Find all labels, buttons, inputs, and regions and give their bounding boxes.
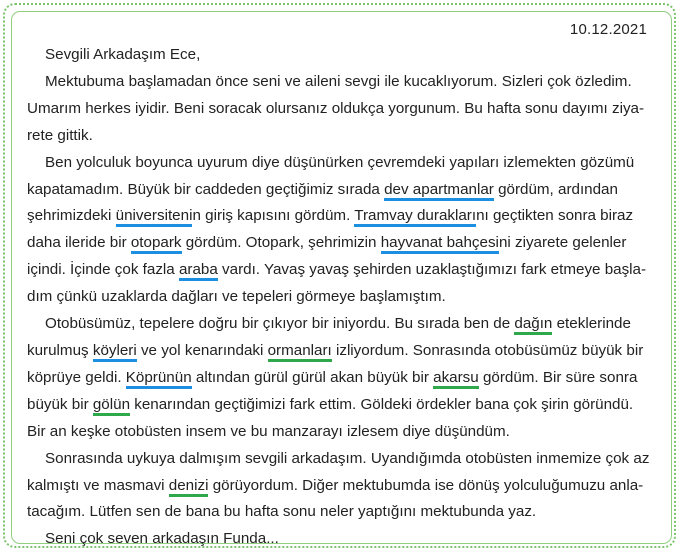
letter-line	[27, 499, 660, 526]
letter-text: dım çünkü uzaklarda dağları ve tepeleri görmeye başlamıştım.	[27, 288, 446, 306]
letter-line	[27, 177, 660, 204]
letter-text: n giriş kapısını gördüm.	[192, 207, 355, 225]
letter-text: köprüye geldi.	[27, 368, 126, 386]
letter-text: Umarım herkes iyidir. Beni soracak olursanız oldukça yorgunum. Bu hafta sonu dayımı ziya-	[27, 99, 645, 117]
letter-text: altından gürül gürül akan büyük bir	[191, 368, 434, 386]
letter-text: eteklerinde	[552, 315, 631, 333]
underlined-word-blue: dev apartmanlar	[384, 181, 494, 201]
letter-text: şehrimizdeki	[27, 207, 116, 225]
letter-text: izliyordum. Sonrasında otobüsümüz büyük bir	[331, 341, 644, 359]
underlined-word-green: ormanları	[268, 342, 332, 362]
letter-text: rete gittik.	[27, 126, 93, 144]
letter-text: kurulmuş	[27, 341, 93, 359]
letter-date: 10.12.2021	[569, 21, 647, 38]
letter-text: nı geçtikten sonra biraz	[476, 207, 634, 225]
letter-text: büyük bir	[27, 395, 93, 413]
letter-line	[27, 311, 660, 338]
underlined-word-blue: hayvanat bahçesi	[381, 234, 499, 254]
letter-text: ni ziyarete gelenler	[498, 234, 627, 252]
underlined-word-blue: araba	[179, 261, 218, 281]
letter-line	[27, 419, 660, 446]
underlined-word-green: dağın	[514, 315, 552, 335]
underlined-word-blue: Köprünün	[126, 369, 192, 389]
letter-text: kapatamadım. Büyük bir caddeden geçtiğimiz sırada	[27, 180, 385, 198]
letter-text: vardı. Yavaş yavaş şehirden uzaklaştığımızı fark etmeye başla-	[217, 261, 647, 279]
letter-line	[27, 96, 660, 123]
letter-text: Otobüsümüz, tepelere doğru bir çıkıyor bir iniyordu. Bu sırada ben de	[45, 315, 515, 333]
letter-line	[27, 473, 660, 500]
underlined-word-green: akarsu	[433, 369, 479, 389]
letter-line	[27, 446, 660, 473]
letter-text: Sonrasında uykuya dalmışım sevgili arkadaşım. Uyandığımda otobüsten inmemize çok az	[45, 449, 650, 467]
letter-text: gördüm, ardından	[493, 180, 618, 198]
letter-text: kenarından geçtiğimizi fark ettim. Göldeki ördekler bana çok şirin göründü.	[130, 395, 634, 413]
letter-text: içindi. İçinde çok fazla	[27, 261, 179, 279]
underlined-word-green: gölün	[93, 396, 130, 416]
letter-line	[27, 230, 660, 257]
letter-text: ve yol kenarındaki	[136, 341, 268, 359]
letter-text: Sevgili Arkadaşım Ece,	[45, 46, 201, 63]
letter-line	[27, 203, 660, 230]
letter-text: kalmıştı ve masmavi	[27, 476, 169, 494]
letter-text: Seni çok seven arkadaşın Funda...	[45, 530, 279, 548]
letter-line	[27, 42, 660, 69]
letter-line	[27, 338, 660, 365]
letter-line	[27, 365, 660, 392]
letter-text: gördüm. Bir süre sonra	[478, 368, 638, 386]
letter-text: tacağım. Lütfen sen de bana bu hafta sonu neler yaptığını mektubunda yaz.	[27, 503, 537, 521]
letter-line	[27, 150, 660, 177]
underlined-word-blue: köyleri	[93, 342, 137, 362]
letter-text: daha ileride bir	[27, 234, 131, 252]
underlined-word-blue: Tramvay durakları	[354, 207, 476, 227]
letter-line	[27, 284, 660, 311]
letter-text: gördüm. Otopark, şehrimizin	[181, 234, 381, 252]
letter-line	[27, 69, 660, 96]
letter-text: görüyordum. Diğer mektubumda ise dönüş yolculuğumuzu anla-	[208, 476, 644, 494]
letter-line	[27, 526, 660, 553]
letter-text: Bir an keşke otobüsten insem ve bu manzarayı izlesem diye düşündüm.	[27, 422, 510, 440]
underlined-word-green: denizi	[169, 477, 209, 497]
letter-text: Ben yolculuk boyunca uyurum diye düşünürken çevremdeki yapıları izlemekten gözümü	[45, 153, 635, 171]
underlined-word-blue: otopark	[131, 234, 182, 254]
letter-body	[27, 42, 660, 553]
letter-line	[27, 123, 660, 150]
underlined-word-blue: üniversiteni	[116, 207, 193, 227]
letter-line	[27, 392, 660, 419]
letter-text: Mektubuma başlamadan önce seni ve aileni sevgi ile kucaklıyorum. Sizleri çok özledim.	[45, 72, 632, 90]
letter-line	[27, 257, 660, 284]
